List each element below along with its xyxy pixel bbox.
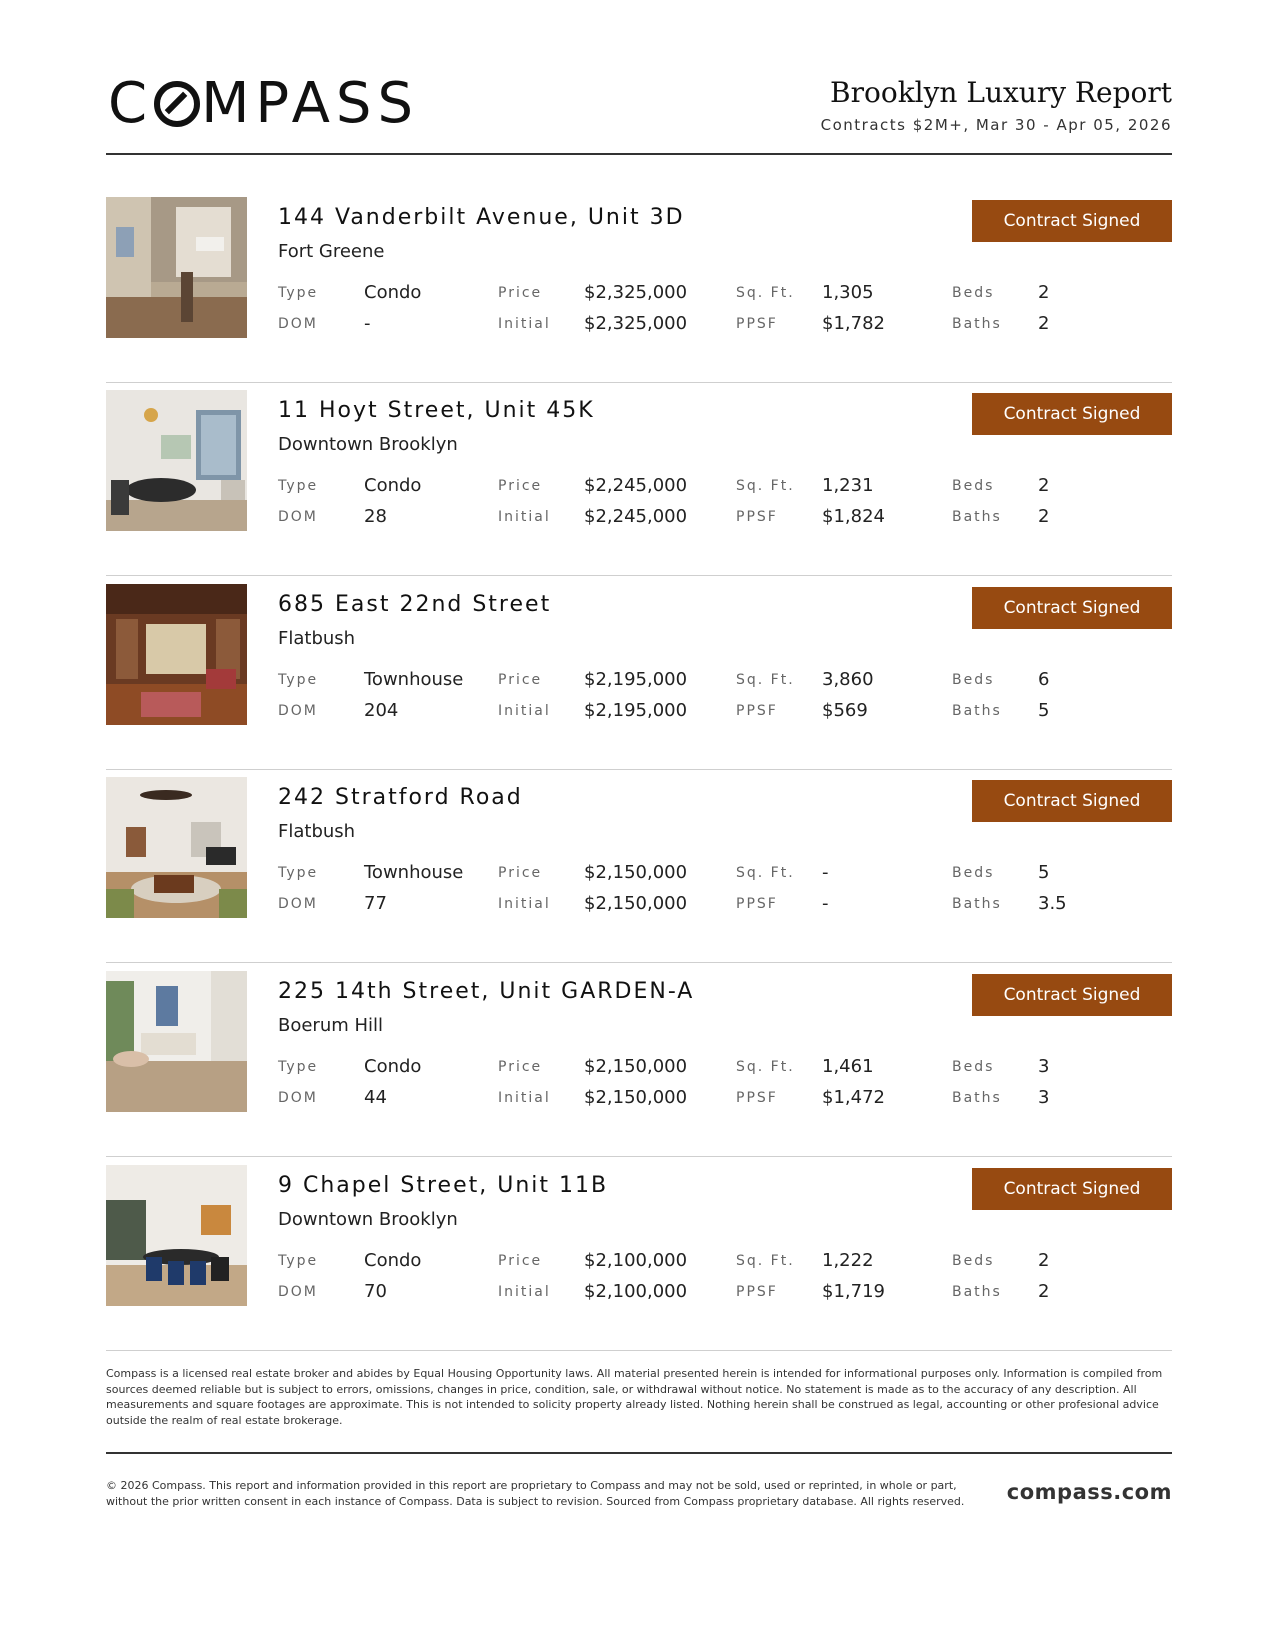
listing-photo (106, 1165, 247, 1306)
status-badge: Contract Signed (972, 393, 1172, 435)
baths-value: 3 (1038, 1087, 1050, 1108)
dom-value: 28 (364, 506, 387, 527)
baths-value: 2 (1038, 313, 1050, 334)
listing-address: 9 Chapel Street, Unit 11B (278, 1173, 609, 1198)
listing-address: 685 East 22nd Street (278, 592, 552, 617)
listing-photo (106, 197, 247, 338)
beds-value: 3 (1038, 1056, 1050, 1077)
status-badge: Contract Signed (972, 587, 1172, 629)
report-subtitle: Contracts $2M+, Mar 30 - Apr 05, 2026 (820, 116, 1172, 134)
listing-neighborhood: Downtown Brooklyn (278, 1209, 458, 1230)
ppsf-label: PPSF (736, 316, 778, 332)
sqft-value: 1,305 (822, 282, 874, 303)
baths-value: 3.5 (1038, 893, 1067, 914)
dom-value: 44 (364, 1087, 387, 1108)
listing-row (106, 584, 1172, 770)
ppsf-label: PPSF (736, 509, 778, 525)
dom-label: DOM (278, 1090, 318, 1106)
dom-label: DOM (278, 896, 318, 912)
type-value: Condo (364, 1056, 422, 1077)
beds-value: 2 (1038, 282, 1050, 303)
baths-label: Baths (952, 896, 1002, 912)
listing-photo (106, 777, 247, 918)
type-value: Condo (364, 475, 422, 496)
price-label: Price (498, 478, 543, 494)
report-header (106, 60, 1172, 155)
initial-value: $2,245,000 (584, 506, 688, 527)
dom-label: DOM (278, 1284, 318, 1300)
ppsf-label: PPSF (736, 896, 778, 912)
ppsf-value: - (822, 893, 829, 914)
type-value: Townhouse (364, 862, 464, 883)
baths-label: Baths (952, 703, 1002, 719)
listing-neighborhood: Fort Greene (278, 241, 385, 262)
listing-row (106, 1165, 1172, 1351)
initial-label: Initial (498, 896, 551, 912)
ppsf-value: $1,824 (822, 506, 885, 527)
listing-neighborhood: Downtown Brooklyn (278, 434, 458, 455)
sqft-label: Sq. Ft. (736, 478, 795, 494)
sqft-value: 1,461 (822, 1056, 874, 1077)
ppsf-value: $1,472 (822, 1087, 885, 1108)
type-value: Townhouse (364, 669, 464, 690)
status-badge: Contract Signed (972, 200, 1172, 242)
price-value: $2,245,000 (584, 475, 688, 496)
type-label: Type (278, 672, 319, 688)
sqft-label: Sq. Ft. (736, 1253, 795, 1269)
ppsf-label: PPSF (736, 1090, 778, 1106)
report-title: Brooklyn Luxury Report (830, 76, 1172, 109)
status-badge: Contract Signed (972, 974, 1172, 1016)
initial-label: Initial (498, 703, 551, 719)
listing-address: 11 Hoyt Street, Unit 45K (278, 398, 595, 423)
sqft-label: Sq. Ft. (736, 865, 795, 881)
beds-value: 5 (1038, 862, 1050, 883)
type-label: Type (278, 865, 319, 881)
ppsf-label: PPSF (736, 1284, 778, 1300)
beds-label: Beds (952, 672, 995, 688)
ppsf-label: PPSF (736, 703, 778, 719)
initial-label: Initial (498, 1090, 551, 1106)
beds-label: Beds (952, 1253, 995, 1269)
price-value: $2,100,000 (584, 1250, 688, 1271)
price-label: Price (498, 1059, 543, 1075)
beds-label: Beds (952, 865, 995, 881)
beds-value: 6 (1038, 669, 1050, 690)
baths-label: Baths (952, 1090, 1002, 1106)
compass-o-mark-icon (154, 81, 200, 127)
baths-value: 5 (1038, 700, 1050, 721)
sqft-value: 1,222 (822, 1250, 874, 1271)
type-label: Type (278, 1059, 319, 1075)
ppsf-value: $1,719 (822, 1281, 885, 1302)
website-link[interactable]: compass.com (1006, 1480, 1172, 1504)
listing-neighborhood: Boerum Hill (278, 1015, 384, 1036)
initial-value: $2,150,000 (584, 1087, 688, 1108)
dom-value: 77 (364, 893, 387, 914)
type-value: Condo (364, 1250, 422, 1271)
beds-value: 2 (1038, 475, 1050, 496)
dom-value: - (364, 313, 371, 334)
dom-value: 70 (364, 1281, 387, 1302)
price-label: Price (498, 285, 543, 301)
listing-row (106, 971, 1172, 1157)
copyright-text: © 2026 Compass. This report and information provided in this report are proprietary to Compass and may not be sold, used or reprinted, in whole or part, without the prior written consent in each instance of Compass. Data is subject to revision. Sourced from Compass proprietary database. All rights reserved. (106, 1479, 965, 1508)
listing-photo (106, 971, 247, 1112)
beds-label: Beds (952, 285, 995, 301)
initial-value: $2,325,000 (584, 313, 688, 334)
listing-neighborhood: Flatbush (278, 628, 356, 649)
status-badge: Contract Signed (972, 1168, 1172, 1210)
beds-label: Beds (952, 1059, 995, 1075)
baths-label: Baths (952, 1284, 1002, 1300)
sqft-value: 3,860 (822, 669, 874, 690)
baths-value: 2 (1038, 1281, 1050, 1302)
listing-row (106, 777, 1172, 963)
listing-row (106, 390, 1172, 576)
compass-logo: C MPASS (108, 71, 420, 136)
initial-value: $2,195,000 (584, 700, 688, 721)
price-label: Price (498, 672, 543, 688)
listing-address: 242 Stratford Road (278, 785, 523, 810)
initial-label: Initial (498, 509, 551, 525)
baths-label: Baths (952, 509, 1002, 525)
initial-label: Initial (498, 1284, 551, 1300)
sqft-value: 1,231 (822, 475, 874, 496)
listing-address: 144 Vanderbilt Avenue, Unit 3D (278, 205, 685, 230)
price-value: $2,150,000 (584, 1056, 688, 1077)
ppsf-value: $569 (822, 700, 868, 721)
dom-value: 204 (364, 700, 399, 721)
baths-value: 2 (1038, 506, 1050, 527)
sqft-label: Sq. Ft. (736, 285, 795, 301)
listing-neighborhood: Flatbush (278, 821, 356, 842)
price-label: Price (498, 1253, 543, 1269)
ppsf-value: $1,782 (822, 313, 885, 334)
price-value: $2,325,000 (584, 282, 688, 303)
type-label: Type (278, 285, 319, 301)
sqft-value: - (822, 862, 829, 883)
listing-address: 225 14th Street, Unit GARDEN-A (278, 979, 695, 1004)
initial-value: $2,150,000 (584, 893, 688, 914)
beds-label: Beds (952, 478, 995, 494)
sqft-label: Sq. Ft. (736, 672, 795, 688)
initial-label: Initial (498, 316, 551, 332)
type-label: Type (278, 478, 319, 494)
beds-value: 2 (1038, 1250, 1050, 1271)
dom-label: DOM (278, 316, 318, 332)
disclaimer-text: Compass is a licensed real estate broker and abides by Equal Housing Opportunity laws. All material presented herein is intended for informational purposes only. Information is compiled from sources deemed reliable but is subject to errors, omissions, changes in price, condition, sale, or withdrawal without notice. No statement is made as to the accuracy of any description. All measurements and square footages are approximate. This is not intended to solicity property already listed. Nothing herein shall be construed as legal, accounting or other profesional advice outside the realm of real estate brokerage. (106, 1366, 1172, 1454)
status-badge: Contract Signed (972, 780, 1172, 822)
listing-row (106, 197, 1172, 383)
listing-photo (106, 390, 247, 531)
type-value: Condo (364, 282, 422, 303)
baths-label: Baths (952, 316, 1002, 332)
price-value: $2,195,000 (584, 669, 688, 690)
sqft-label: Sq. Ft. (736, 1059, 795, 1075)
dom-label: DOM (278, 703, 318, 719)
type-label: Type (278, 1253, 319, 1269)
price-value: $2,150,000 (584, 862, 688, 883)
price-label: Price (498, 865, 543, 881)
listing-photo (106, 584, 247, 725)
dom-label: DOM (278, 509, 318, 525)
initial-value: $2,100,000 (584, 1281, 688, 1302)
